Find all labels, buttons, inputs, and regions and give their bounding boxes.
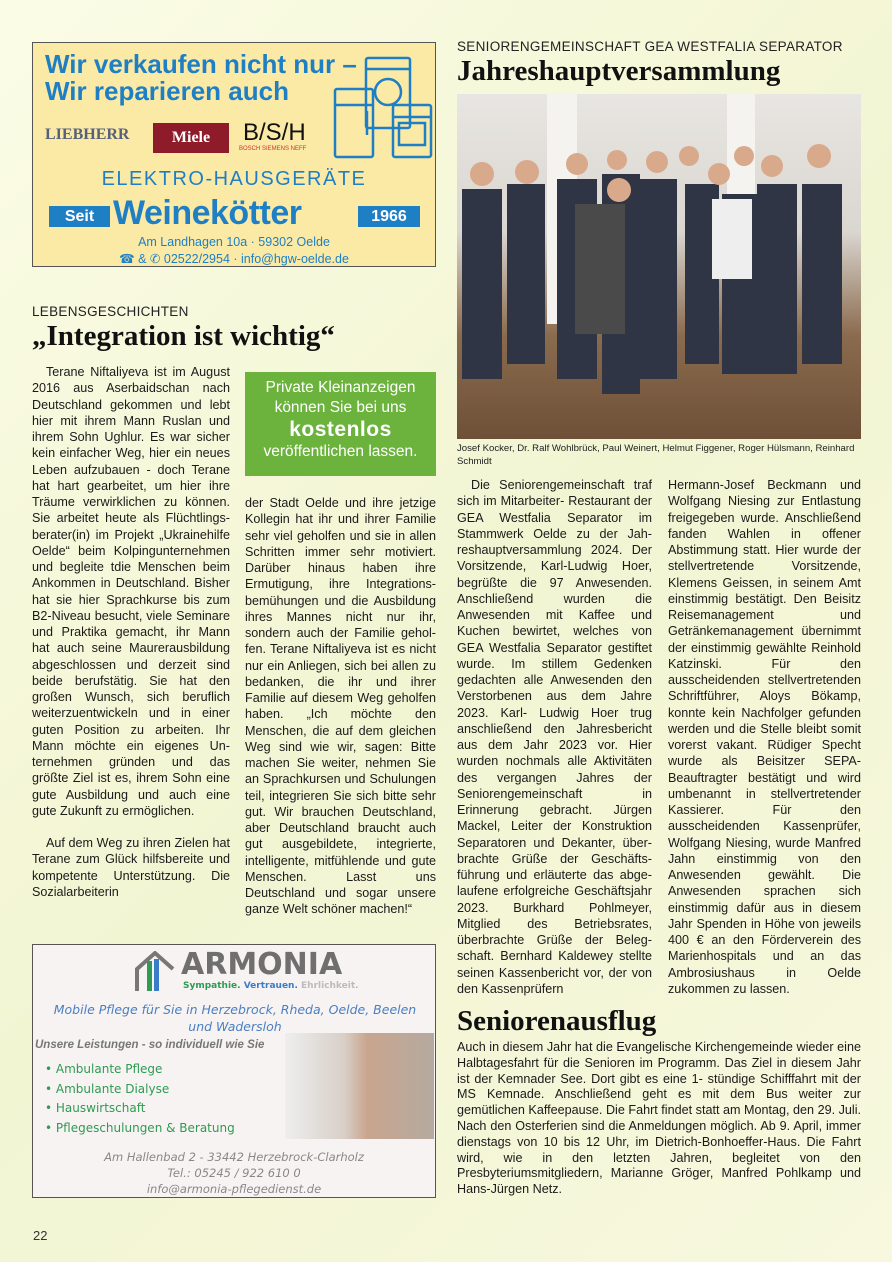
weinekoetter-ad	[32, 42, 436, 267]
article1-column2	[245, 495, 436, 918]
classified-box	[245, 372, 436, 476]
armonia-logo-icon	[133, 951, 177, 991]
article1-kicker: LEBENSGESCHICHTEN	[32, 304, 189, 319]
service-item: • Ambulante Pflege	[45, 1062, 163, 1076]
classified-line: Private Kleinanzeigen	[265, 379, 416, 396]
article1-title: „Integration ist wichtig“	[32, 320, 335, 352]
tagline: Vertrauen.	[243, 981, 298, 991]
service-item: • Hauswirtschaft	[45, 1101, 146, 1115]
address: Am Hallenbad 2 - 33442 Herzebrock-Clarholz	[104, 1150, 364, 1164]
services-list	[45, 1060, 235, 1138]
ad-headline-line: Wir reparieren auch	[45, 76, 289, 106]
armonia-ad	[32, 944, 436, 1198]
tagline: Ehrlichkeit.	[301, 981, 359, 991]
service-label: Hauswirtschaft	[55, 1101, 146, 1115]
appliances-icon	[333, 55, 433, 159]
paragraph: Hermann-Josef Beckmann und Wolfgang Niesing zur Entlastung freigegeben wurde. Anschließend fanden Wahlen in offener Abstimmung statt. Hier wurde der stellvertretende Vorsitzende, Klemens Geissen, in seinem Amt einstimmig bestätigt. Den Beisitz Reisemanagement und Getränkemanagement übernimmt der einstimmig gewählte Reinhold Katzinski. Für den ausscheidenden stellvertretenden Schriftführer, Aloys Bökamp, konnte kein Nachfolger gefunden werden und die Stelle bleibt somit vorerst vakant. Rüdiger Specht wurde als Beisitzer SEPA- Beauftragter bestätigt und wird umbenannt in stellvertretender Kassierer. Für den ausscheidenden Kassenprüfer, Wolfgang Niesing, wurde Manfred Jahn einstimmig von den Anwesenden gewählt. Die Anwesenden sprachen sich einstimmig dafür aus in diesem Jahr Spenden in Höhe von jeweils 400 € an den Förderverein des Marienhospitals und an das Ambrosiushaus in Oelde zukommen zu lassen.	[668, 478, 861, 996]
classified-line: können Sie bei uns	[274, 399, 407, 416]
paragraph: Die Seniorengemeinschaft traf sich im Mitarbeiter- Restaurant der GEA Westfalia Separator im Stammwerk Oelde zu der Jahreshauptversammlung 2024. Der Vorsitzende, Karl-Ludwig Hoer, begrüßte die 97 Anwesenden. Anschließend wurden die Anwesenden mit Kaffee und Kuchen bewirtet, welches von GEA Westfalia Separator gestiftet wurde. Im stillem Gedenken gedachten alle Anwesenden den Verstorbenen aus dem Jahre 2023. Karl- Ludwig Hoer trug anschließend den Jahresbericht aus dem Jahr 2023 vor. Hier wurden nochmals alle Aktivitäten des vergangen Jahres der Seniorengemeinschaft in Erinnerung gebracht. Jürgen Mackel, Leiter der Konstruktion Separatoren und Dekanter, überbrachte Grüße der Geschäftsführung und erläuterte das abgelaufene erfolgreiche Geschäftsjahr 2023. Burkhard Pohlmeyer, Mitglied des Betriebsrates, überbrachte Grüße der Belegschaft. Bernhard Kaldewey stellte seinen Kassenbericht vor, der von den Kassenprüfern	[457, 478, 652, 996]
article2-column1	[457, 477, 652, 997]
page-number: 22	[33, 1228, 48, 1243]
phone: Tel.: 05245 / 922 610 0	[167, 1166, 301, 1180]
classified-highlight: kostenlos	[289, 418, 392, 441]
ad-address: Am Landhagen 10a · 59302 Oelde	[138, 235, 330, 249]
bsh-logo: B/S/H	[243, 119, 306, 146]
ad-category: ELEKTRO-HAUSGERÄTE	[101, 168, 367, 190]
article2-column2	[668, 477, 861, 997]
miele-logo: Miele	[153, 123, 229, 153]
armonia-intro: Mobile Pflege für Sie in Herzebrock, Rheda, Oelde, Beelen und Wadersloh	[53, 1002, 417, 1034]
ad-headline	[45, 51, 357, 105]
paragraph: der Stadt Oelde und ihre jetzige Kollegin hat ihr und ihrer Familie sehr viel geholfen und sie in allen Schritten immer sehr motiviert. Darüber hinaus haben ihre Ermutigung, ihre Integrationsbemühungen und die Ausbildung ihres Mannes nicht nur ihr, sondern auch der Familie geholfen. Terane Niftaliyeva ist es nicht nur ein Anliegen, sich bei allen zu bedanken, die ihr und ihrer Familie auf diesem Weg geholfen haben. „Ich möchte den Menschen, die auf dem gleichen Weg sind wie wir, sagen: Bitte machen Sie weiter, nehmen Sie an Sprachkursen und Schulungen teil, integrieren Sie sich bitte sehr gut. Wir brauchen Deutschland, aber Deutschland braucht auch gut ausgebildete, integrierte, intelligente, mitfühlende und gute Menschen. Lasst uns Deutschland und sogar unsere ganze Welt schöner machen!“	[245, 496, 436, 917]
since-year: 1966	[358, 206, 420, 227]
armonia-tagline	[183, 981, 359, 991]
article3-title: Seniorenausflug	[457, 1005, 657, 1037]
since-label: Seit	[49, 206, 110, 227]
ad-headline-line: Wir verkaufen nicht nur –	[45, 49, 357, 79]
paragraph: Auf dem Weg zu ihren Zielen hat Terane zum Glück hilfsbereite und kompetente Unterstützung. Die Sozialarbeiterin	[32, 836, 230, 899]
armonia-brand: ARMONIA	[181, 947, 343, 982]
email: info@armonia-pflegedienst.de	[146, 1182, 322, 1196]
service-item: • Pflegeschulungen & Beratung	[45, 1120, 235, 1135]
article2-title: Jahreshauptversammlung	[457, 55, 781, 87]
tagline: Sympathie.	[183, 981, 241, 991]
heart-hands-photo	[285, 1033, 434, 1139]
photo-caption: Josef Kocker, Dr. Ralf Wohlbrück, Paul Weinert, Helmut Figgener, Roger Hülsmann, Reinhard Schmidt	[457, 443, 855, 467]
service-label: Ambulante Pflege	[55, 1062, 163, 1076]
paragraph: Auch in diesem Jahr hat die Evangelische Kirchengemeinde wieder eine Halbtagesfahrt für die Senioren im Programm. Das Ziel in diesem Jahr ist der Kemnader See. Dort gibt es eine 1- stündige Schifffahrt mit der MS Kemnade. Anschließend geht es mit dem Bus weiter zur gemütlichen Kaffeepause. Die Fahrt findet statt am Montag, den 29. Juli. Nach den Osterferien sind die Anmeldungen möglich. Ab 9. April, immer dienstags von 10 bis 12 Uhr, im Dietrich-Bonhoeffer-Haus. Die Fahrt wird, wie in den letzten Jahren, begleitet von den Presbyteriumsmitgliedern, Marianne Gröger, Manfred Pohlkamp und Hans-Jürgen Netz.	[457, 1040, 861, 1197]
group-photo-illustration	[457, 94, 861, 439]
bsh-sublogo: BOSCH SIEMENS NEFF	[239, 146, 307, 152]
service-label: Pflegeschulungen & Beratung	[55, 1120, 235, 1135]
armonia-contact	[33, 1149, 435, 1197]
company-name: Weinekötter	[113, 194, 302, 232]
service-label: Ambulante Dialyse	[55, 1081, 170, 1096]
liebherr-logo: LIEBHERR	[45, 126, 130, 143]
paragraph: Terane Niftaliyeva ist im August 2016 aus Aserbaidschan nach Deutschland gekommen und lebt hier mit ihrem Mann Ruslan und ihrem Sohn Ughlur. Es war sicher kein einfacher Weg, hier ein neues Leben aufzubauen - doch Terane hat hart gearbeitet, um hier ihre Träume verwirklichen zu können. Sie arbeitet heute als Flüchtlingsberater(in) im Projekt „Ukrainehilfe Oelde“ beim Kolpingunternehmen und begleite tdie Menschen beim Ankommen in Deutschland. Bisher hat sie hier Sprachkurse bis zum B2-Niveau besucht, viele Seminare und Praktika gemacht, ihr Mann hat auch seine Maurerausbildung abgeschlossen und derzeit sind beide berufstätig. Sie hat den großen Wunsch, sich beruflich weiterzuentwickeln und in einer guten Position zu arbeiten. Ihr Mann möchte ein eigenes Unternehmen gründen und das größte Ziel ist es, ihrem Sohn eine gute Ausbildung und auch eine gute Zukunft zu ermöglichen.	[32, 365, 230, 818]
group-photo	[457, 94, 861, 439]
services-title: Unsere Leistungen - so individuell wie Sie	[35, 1039, 265, 1051]
ad-contact: ☎ & ✆ 02522/2954 · info@hgw-oelde.de	[119, 252, 349, 266]
classified-line: veröffentlichen lassen.	[263, 443, 418, 460]
article1-column1	[32, 364, 230, 900]
article3-body	[457, 1040, 861, 1198]
service-item: • Ambulante Dialyse	[45, 1081, 170, 1096]
article2-kicker: SENIORENGEMEINSCHAFT GEA WESTFALIA SEPARATOR	[457, 39, 843, 54]
